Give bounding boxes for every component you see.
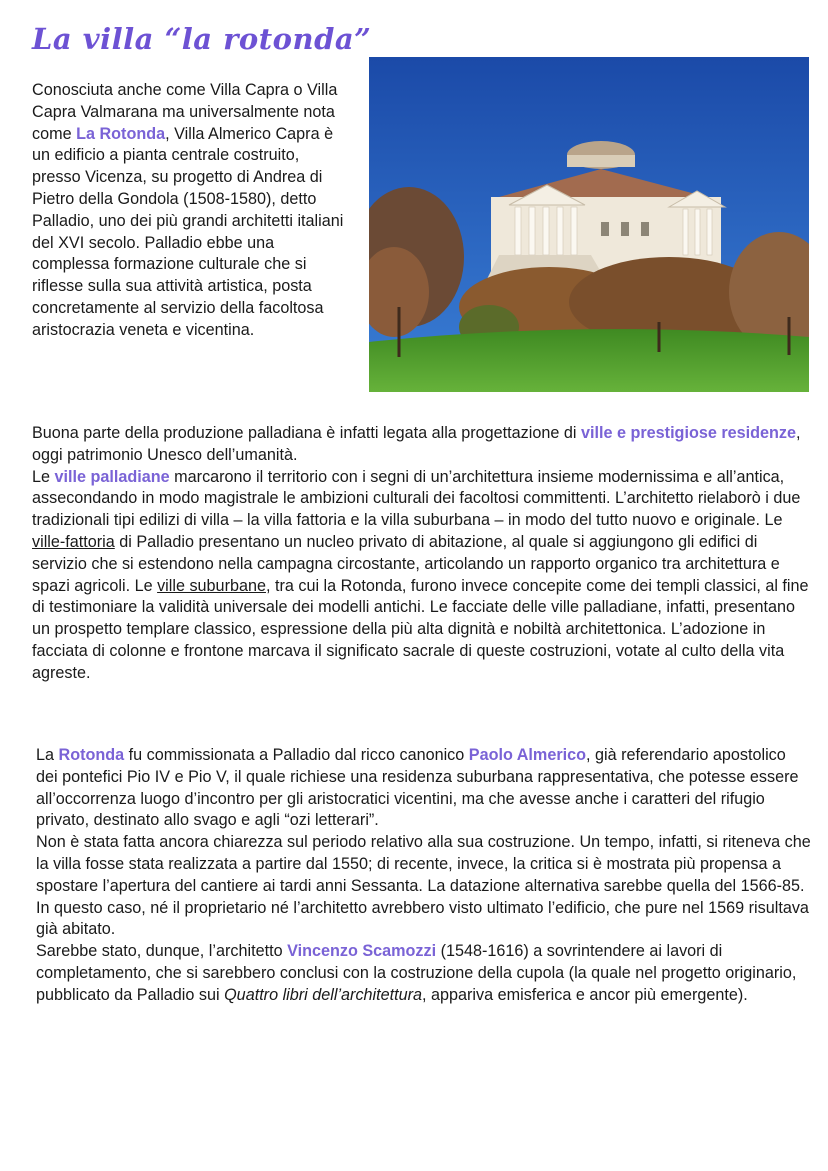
text-run: , Villa Almerico Capra è un edificio a pianta centrale costruito, presso Vicenza, su progetto di Andrea di Pietro della Gondola (1508-1580), detto Palladio, uno dei più grandi architetti italiani del XVI secolo. Palladio ebbe una complessa formazione culturale che si riflesse sulla sua attività artistica, posta concretamente al servizio della facoltosa aristocrazia veneta e vicentina. <box>32 124 344 339</box>
text-run: , già referendario apostolico dei pontefici Pio IV e Pio V, il quale richiese una residenza suburbana rappresentativa, che potesse essere all’occorrenza luogo d’incontro per gli aristocratici vicentini, ma che avesse anche i caratteri del rifugio privato, destinato allo svago e agli “ozi letterari”. <box>36 746 799 830</box>
text-run: La <box>36 746 59 764</box>
italic-book-title: Quattro libri dell’architettura <box>224 985 423 1004</box>
highlight-ville-residenze: ville e prestigiose residenze <box>580 424 797 442</box>
underlined-ville-suburbane: ville suburbane <box>157 576 266 595</box>
text-run: di Palladio presentano un nucleo privato di abitazione, al quale si aggiungono gli edifici di servizio che si estendono nella campagna circostante, articolando un rapporto organico tra architettura e spazi agricoli. Le <box>32 532 780 595</box>
text-run: (1548-1616) a sovrintendere ai lavori di completamento, che si sarebbero conclusi con la costruzione della cupola (la quale nel progetto originario, pubblicato da Palladio sui <box>36 942 797 1004</box>
highlight-vincenzo-scamozzi: Vincenzo Scamozzi <box>287 942 437 961</box>
text-run: , appariva emisferica e ancor più emergente). <box>422 985 748 1004</box>
text-run: Sarebbe stato, dunque, l’architetto <box>36 942 288 961</box>
text-run: , tra cui la Rotonda, furono invece concepite come dei templi classici, al fine di testimoniare la validità universale dei modelli antichi. Le facciate delle ville palladiane, infatti, presentano un prospetto templare classico, espressione della più alta dignità e nobiltà architettonica. L’adozione in facciata di colonne e frontone marcava il significato sacrale di queste costruzioni, votate al culto della vita agreste. <box>32 576 809 682</box>
villa-rotonda-photo <box>369 57 809 392</box>
text-run: fu commissionata a Palladio dal ricco canonico <box>124 746 469 764</box>
paragraph-rotonda-history <box>36 745 811 1007</box>
text-run: Conosciuta anche come Villa Capra o Villa Capra Valmarana ma universalmente nota come <box>32 81 338 143</box>
highlight-la-rotonda: La Rotonda <box>76 124 166 143</box>
paragraph-ville-palladiane <box>32 423 812 685</box>
text-run: Buona parte della produzione palladiana è infatti legata alla progettazione di <box>32 424 581 442</box>
highlight-rotonda: Rotonda <box>58 746 125 764</box>
highlight-paolo-almerico: Paolo Almerico <box>468 746 587 764</box>
text-run: , oggi patrimonio Unesco dell’umanità. <box>32 424 801 464</box>
highlight-ville-palladiane: ville palladiane <box>54 467 170 486</box>
intro-paragraph <box>32 80 352 342</box>
text-run: Le <box>32 467 55 486</box>
text-run: marcarono il territorio con i segni di un’architettura insieme modernissima e all’antica, assecondando in modo magistrale le ambizioni culturali dei facoltosi committenti. L’architetto rielaborò i due tradizionali tipi edilizi di villa – la villa fattoria e la villa suburbana – in modo del tutto nuovo e originale. Le <box>32 467 801 530</box>
text-run: Non è stata fatta ancora chiarezza sul periodo relativo alla sua costruzione. Un tempo, infatti, si riteneva che la villa fosse stata realizzata a partire dal 1550; di recente, invece, la critica si è mostrata più propensa a spostare l’apertura del cantiere ai tardi anni Sessanta. La datazione alternativa sarebbe quella del 1566-85. In questo caso, né il proprietario né l’architetto avrebbero visto ultimato l’edificio, che pure nel 1569 risultava già abitato. <box>36 833 811 939</box>
page-title: La villa “la rotonda” <box>32 22 372 56</box>
underlined-ville-fattoria: ville-fattoria <box>32 532 115 551</box>
